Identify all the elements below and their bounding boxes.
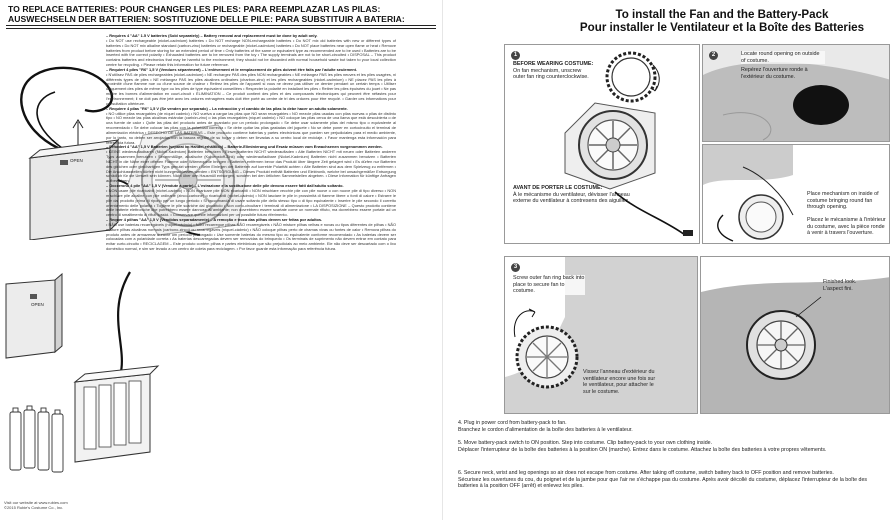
instruction-4 — [458, 420, 888, 433]
left-footer — [4, 500, 68, 510]
step-3-text-en: Screw outer fan ring back into place to secure fan to costume. — [513, 275, 585, 294]
step-2b-panel — [702, 144, 890, 244]
installation-title — [572, 8, 872, 34]
instruction-en: 6. Secure neck, wrist and leg openings so air does not escape from costume. After taking off costume, switch battery back to OFF position and remove batteries. — [458, 470, 834, 476]
finished-look-en: Finished look. — [823, 279, 857, 285]
step-2b-text-fr: Placez le mécanisme à l'intérieur du costume, avec la pièce ronde à venir à travers l'ouverture. — [807, 217, 886, 236]
left-page-battery-instructions — [0, 0, 443, 520]
instruction-fr: Branchez le cordon d'alimentation de la boîte des batteries à le ventilateur. — [458, 426, 633, 433]
round-opening — [793, 85, 849, 125]
battery-replacement-title — [8, 4, 438, 24]
requirement-paragraph: – Erfordert 4 "AA" 1,5 V Batterien (separat im Handel erhältlich) – Batterie-Eliminierung und Ersatz müssen vom Erwachsenen vorgenommen werden. — [106, 144, 383, 150]
instruction-6 — [458, 470, 888, 490]
copyright-line: ©2015 Rubie's Costume Co., Inc. — [4, 505, 64, 510]
instruction-en: 4. Plug in power cord from battery-pack to fan. — [458, 420, 567, 426]
right-page-installation — [452, 0, 894, 520]
title-divider — [6, 28, 436, 29]
title-line: TO REPLACE BATTERIES: POUR CHANGER LES PILES: PARA REEMPLAZAR LAS PILAS: — [8, 4, 381, 14]
step-number: 3 — [511, 263, 520, 272]
fan-cord-illustration — [605, 190, 700, 244]
warning-paragraph: • Do NOT use rechargeable (nickel-cadmium) batteries • Do NOT recharge NON-rechargeable batteries • Do NOT mix old batteries with new or different types of batteries • Do NOT mix alkaline standard (carbon-zinc) batteries or rechargeable (nickel-cadmium) batteries • Do NOT place batteries near open flame or heat • Remove batteries from product before storing for an extended period of time • Only batteries of the same or equivalent type as recommended are to be used • Batteries are to be inserted with the correct polarity • Exhausted batteries are to be removed from the toy • The supply terminals are not to be short-circuited • DISPOSAL – This product contains batteries and electronics that may be harmful to the environment; they should not be discarded with normal household waste but taken to your local collection centre for recycling. • Please retain this information for future reference. — [106, 37, 396, 68]
instruction-fr: Sécurisez les ouvertures du cou, du poignet et de la jambe pour que l'air ne s'échappe pas du costume. Après avoir décollé du costume, déplacez l'interrupteur de la boîte des batteries à la position OFF (arrêt) et enlevez les piles. — [458, 476, 868, 489]
step-1-body-fr: À le mécanisme du ventilateur, dévisser l'anneau externe du ventilateur à contresens des aiguilles. — [513, 191, 630, 204]
step-3-text-fr: Vissez l'anneau d'extérieur du ventilateur encore une fois sur le ventilateur, pour attacher le sur le costume. — [583, 369, 656, 395]
power-cord — [37, 92, 62, 148]
battery-lid — [6, 274, 62, 358]
step-1-heading-en: BEFORE WEARING COSTUME: — [513, 61, 594, 67]
aa-batteries — [10, 406, 63, 472]
fan-mechanism-illustration — [555, 93, 665, 193]
power-cord — [21, 68, 112, 148]
instruction-en: 5. Move battery-pack switch to ON position. Step into costume. Clip battery-pack to your own clothing inside. — [458, 440, 713, 446]
requirement-paragraph: – Requiert 4 piles "R6" 1,5 V (Vendues séparément) – L'enlèvement et le remplacement de piles doivent être faits par l'adulte seulement. — [106, 66, 357, 72]
title-divider — [6, 25, 436, 26]
requirement-paragraph: – Occorrono 4 pile "AA" 1,5 V (Vendute a parte) – L'estrazione e la sostituzione delle pile devono essere fatti dall'adulto soltanto. — [106, 183, 344, 189]
warning-paragraph: • NON usare pile ricaricabili (nichel-cadmio) • NON ricaricare pile NON ricaricabili • NON mischiare vecchie pile con pile nuove o con nuove pile di tipo diverso • NON mischiare pile alcaline con pile ordinarie (zinco-carbone) o ricaricabili (nichel-cadmio) • NON lasciare le pile in prossimità di fiamme libere o fonti di calore • Estrarre le pile dal prodotto prima di riporlo per un lungo periodo • Si raccomanda di usare soltanto pile dello stesso tipo o di tipo equivalente • Inserire le pile secondo il corretto orientamento delle polarità • Togliere le pile scariche dal giocattolo • Non corto-circuitare i terminali di alimentazione • LA DISPOSIZIONE – Questo prodotto contiene delle batterie elettroniche che potrebbero essere dannose all'ambiente; non dovrebbero essere scartate come un normale rifiuto, ma dovrebbero essere portate ad un centro di smaltimento di rifiuti tossici. • Conservare queste informazioni per un possibile futuro riferimento. — [106, 188, 396, 218]
step-2-panel — [702, 44, 890, 142]
step-3b-panel — [700, 256, 890, 414]
step-1-text-en — [513, 61, 595, 81]
step-number: 1 — [511, 51, 520, 60]
finished-look-fr: L'aspect fini. — [823, 285, 853, 292]
warning-paragraph: • NÃO use baterias recarregáveis (níquel-cádmio) • NÃO recarregue pilhas NÃO recarregáveis • NÃO misture pilhas velhas e novas ou tipos diferentes de pilhas • NÃO misture pilhas alcalinas normais (carbono-zinco) ou recarregáveis (níquel-cádmio) • NÃO coloque pilhas perto de chamas vivas ou fontes de calor • Remova pilhas do produto antes de armazenar durante um período prolongado • Use somente baterias do mesmo tipo ou equivalente conforme recomendado • As baterias devem ser colocadas com a polaridade correta • As baterias descarregadas devem ser removidas do brinquedo • Os terminais de suprimento não devem entrar em contato para evitar curto-circuito • RECICLAGEM – Este produto contém pilhas e partes eletrônicas que são prejudiciais ao meio ambiente. Ele não deve ser descartado com o lixo doméstico normal, e sim ser levado a um centro de coleta para reciclagem. • Por favor guarde esta informação para referência futura. — [106, 221, 396, 252]
warning-paragraph: • N'utilisez PAS de piles rechargeables (nickel-cadmium) • NE rechargez PAS des piles NON rechargeables • NE mélangez PAS les piles neuves et les piles usagées, ni différents types de piles • NE mélangez PAS les piles alcalines ordinaires (charbon-zinc) et les piles rechargeables (nickel-cadmium) • NE placez PAS les piles à proximité d'une flamme nue ou d'une source de chaleur • Retirez les piles de l'appareil si vous ne devez pas utiliser ce dernier pendant un certain temps • Utiliser uniquement des piles de même type ou les piles de type équivalent conseillées • Respecter la polarité en installant les piles • Retirer les piles épuisées du jouet • Ne pas mettre les bornes d'alimentation en court-circuit • ÉLIMINATION – Ce produit contient des piles et des composants électroniques qui peuvent être néfastes pour l'environnement; il ne doit pas être jeté avec les ordures ménagères mais doit être porté au centre de tri des ordures pour être recyclé. • Garder ces informations pour consultation ultérieure. — [106, 71, 396, 106]
step-2-text-fr: Repérez l'ouverture ronde à l'extérieur du costume. — [741, 67, 808, 80]
step-2-text-en: Locate round opening on outside of costume. — [741, 51, 825, 64]
instruction-5 — [458, 440, 888, 453]
title-line: AUSWECHSELN DER BATTERIEN: SOSTITUZIONE DELLE PILE: PARA SUBSTITUIR A BATERIA: — [8, 14, 405, 24]
warning-paragraph: • NO utilice pilas recargables (de níquel cadmio) • NO vuelva a cargar las pilas que NO sean recargables • NO mezcle pilas usadas con pilas nuevas o pilas de distinto tipo • NO mezcle las pilas alcalinas estándar (carbón-zinc) o las pilas recargables (níquel cadmio) • NO coloque las pilas cerca de una llama que está descubierta o de una fuente de calor • Quite las pilas del producto antes de guardarlo por un periodo prolongado • Se debe usar solamente pilas del mismo tipo o equivalente al recomendado • Se debe colocar las pilas con la polaridad correcta • Se debe quitar las pilas gastadas del juguete • No se debe poner en cortocircuito el terminal de alimentación eléctrica • DESECHO DE LAS BATERÍAS – Este producto contiene baterías y partes electrónicas que pueden ser perjudiciales para el medio ambiente, por lo tanto, no deben ser arrojadas con la basura regular de su hogar y deben ser llevadas a su centro local de reciclaje. • Favor mantenga esta información para referencia futura. — [106, 110, 396, 145]
requirement-paragraph: – Requer 4 pilhas "AA" 1,5 V (Vendidas separadamente) – A remoção e troca das pilhas devem ser feitas por adultos. — [106, 217, 323, 223]
battery-case-closed — [30, 140, 118, 240]
title-line-fr: Pour installer le Ventilateur et la Boîte des Batteries — [579, 21, 865, 34]
step-1-body-en: On fan mechanism, unscrew outer fan ring counterclockwise. — [513, 67, 589, 80]
instruction-fr: Déplacer l'interrupteur de la boîte des batteries à la position ON (marche). Entrez dans le costume. Attachez la boîte des batteries à votre propres vêtements. — [458, 446, 827, 453]
step-number: 2 — [709, 51, 718, 60]
title-line-en: To install the Fan and the Battery-Pack — [615, 8, 829, 21]
requirement-paragraph: – Requiere 4 pilas "R6" 1,5 V (Se venden por separado) – La extracción y el cambio de las pilas lo debe hacer un adulto solamente. — [106, 105, 348, 111]
step-1-heading-fr: AVANT DE PORTER LE COSTUME: — [513, 185, 603, 191]
screwdriver-arrow — [73, 120, 83, 148]
website-line: Visit our website at www.rubies.com — [4, 500, 68, 505]
step-3-panel — [504, 256, 698, 414]
open-switch-label: OPEN — [31, 302, 44, 307]
step-2b-text-en: Place mechanism on inside of costume bringing round fan through opening. — [807, 191, 879, 210]
step-3b-text — [823, 279, 883, 292]
warning-paragraph: • KEINE wiederaufladbaren (Nickel-Kadmium) Batterien benutzen • Einwegbatterien NICHT wiederaufladen • Alte Batterien NICHT mit neuen oder Batterien anderen Typs zusammen benutzen • Serienmäßige, alkalische (Kohlenstoff-Zink) oder wiederaufladbare (Nickel-Kadmium) Batterien nicht zusammen benutzen • Batterien NICHT in die Nähe einer offenen Flamme oder Wärmequelle bringen • Batterien entfernen bevor das Produkt über längere Zeit gelagert wird • Es dürfen nur Batterien des gleichen oder gleichartigen Typs genutzt werden • Beim Einlegen der Batterien auf korrekte Polarität achten • Alte Batterien sind aus dem Spielzeug zu entfernen • Die Anschlussstellen dürfen nicht kurzgeschlossen werden • ENTSORGUNG – Dieses Produkt enthält Batterien und Elektronik, welche bei unsachgemäßer Entsorgung schädlich für die Umwelt sein können. Nicht über den Hausmüll entsorgen, sondern bei den örtlichen Sammelstellen abgeben. • Diese Information für künftige Anfragen aufbewahren. — [106, 149, 396, 184]
battery-warning-text — [106, 34, 396, 506]
open-switch-label: OPEN — [70, 158, 83, 163]
step-1-panel — [504, 44, 700, 244]
requirement-paragraph: – Requires 4 "AA" 1.5 V batteries (Sold separately) – Battery removal and replacement must be done by adult only. — [106, 34, 318, 38]
